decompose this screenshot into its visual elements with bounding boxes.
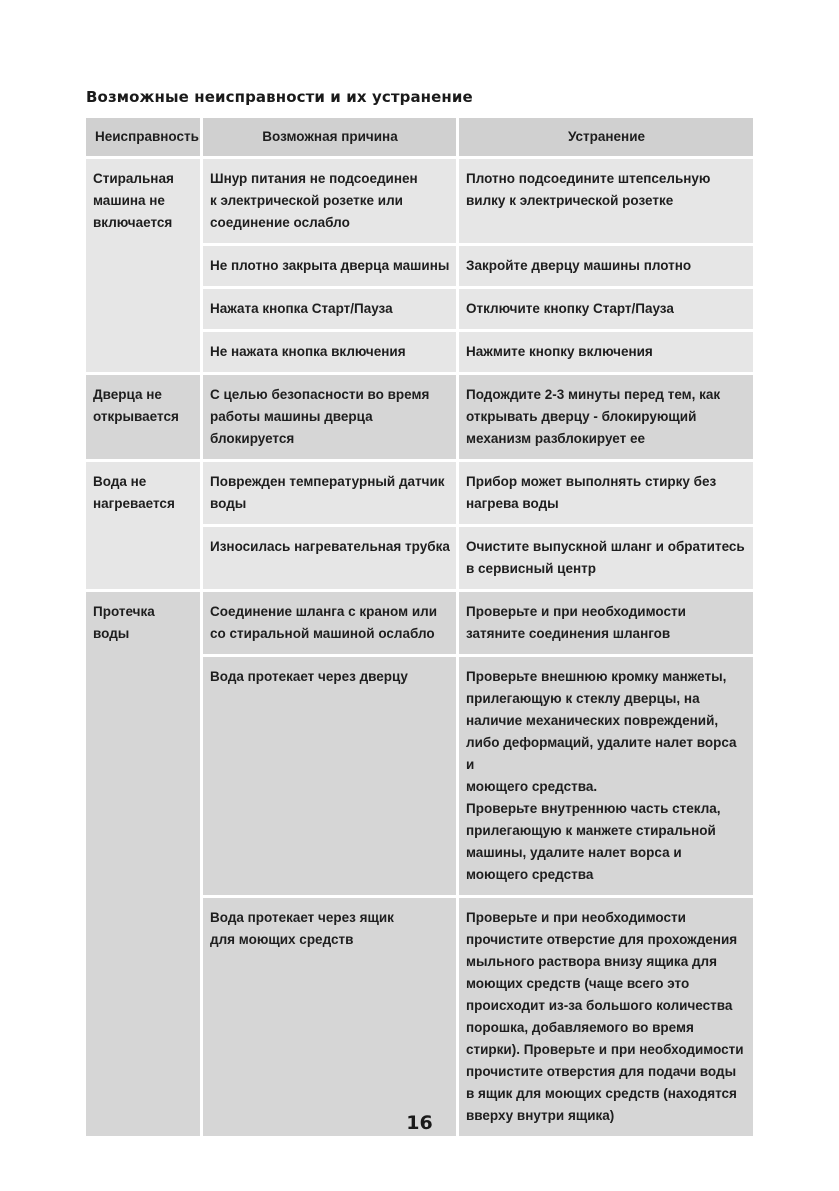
fix-text: прилегающую к манжете стиральной <box>466 823 716 838</box>
fix-text: Проверьте и при необходимости <box>466 604 686 619</box>
fault-text: Протечка воды <box>93 604 155 641</box>
fix-text: механизм разблокирует ее <box>466 431 646 446</box>
fault-cell <box>86 592 200 1136</box>
fix-cell <box>459 898 753 1136</box>
fix-cell <box>459 462 753 524</box>
fix-text: Прибор может выполнять стирку без <box>466 474 717 489</box>
fix-cell <box>459 375 753 459</box>
fix-text: моющих средств (чаще всего это <box>466 976 690 991</box>
fix-text: машины, удалите налет ворса и <box>466 845 682 860</box>
cause-cell <box>203 898 456 1136</box>
fix-cell <box>459 592 753 654</box>
cause-text: работы машины дверца <box>210 409 373 424</box>
fix-text: либо деформаций, удалите налет ворса и <box>466 735 737 772</box>
cause-text: для моющих средств <box>210 932 354 947</box>
fault-text: машина не <box>93 193 165 208</box>
fix-text: моющего средства <box>466 867 594 882</box>
cause-text: соединение ослабло <box>210 215 350 230</box>
fix-cell <box>459 159 753 243</box>
fix-text: Нажмите кнопку включения <box>466 344 653 359</box>
cause-text: Износилась нагревательная трубка <box>210 539 450 554</box>
fix-text: прилегающую к стеклу дверцы, на <box>466 691 700 706</box>
fix-text: Очистите выпускной шланг и обратитесь <box>466 539 745 554</box>
fix-text: Проверьте внутреннюю часть стекла, <box>466 801 721 816</box>
fix-cell <box>459 246 753 286</box>
fix-text: затяните соединения шлангов <box>466 626 671 641</box>
fix-cell <box>459 657 753 895</box>
cause-text: Не нажата кнопка включения <box>210 344 406 359</box>
troubleshooting-table <box>83 115 756 1139</box>
fix-text: в сервисный центр <box>466 561 596 576</box>
cause-text: к электрической розетке или <box>210 193 403 208</box>
fix-text: происходит из-за большого количества <box>466 998 733 1013</box>
fix-text: открывать дверцу - блокирующий <box>466 409 697 424</box>
header-fault: Неисправность <box>86 118 200 156</box>
fault-cell <box>86 159 200 372</box>
fault-text: Вода не <box>93 474 147 489</box>
fix-text: Отключите кнопку Старт/Пауза <box>466 301 674 316</box>
cause-text: воды <box>210 496 247 511</box>
cause-cell <box>203 246 456 286</box>
fix-text: Проверьте и при необходимости <box>466 910 686 925</box>
section-title: Возможные неисправности и их устранение <box>86 88 473 106</box>
cause-text: Вода протекает через ящик <box>210 910 394 925</box>
fix-cell <box>459 527 753 589</box>
cause-text: блокируется <box>210 431 295 446</box>
fix-text: вилку к электрической розетке <box>466 193 674 208</box>
fault-text: Стиральная <box>93 171 174 186</box>
fix-text: Подождите 2-3 минуты перед тем, как <box>466 387 721 402</box>
cause-cell <box>203 332 456 372</box>
fix-text: моющего средства. <box>466 779 598 794</box>
cause-cell <box>203 592 456 654</box>
cause-text: со стиральной машиной ослабло <box>210 626 435 641</box>
table-row <box>86 375 753 459</box>
cause-cell <box>203 159 456 243</box>
fix-cell <box>459 332 753 372</box>
fix-cell <box>459 289 753 329</box>
fix-text: наличие механических повреждений, <box>466 713 719 728</box>
table-header-row <box>86 118 753 156</box>
table-row <box>86 592 753 654</box>
fault-text: нагревается <box>93 496 175 511</box>
cause-text: С целью безопасности во время <box>210 387 430 402</box>
cause-text: Вода протекает через дверцу <box>210 669 408 684</box>
fix-text: Проверьте внешнюю кромку манжеты, <box>466 669 727 684</box>
page-number: 16 <box>406 1112 433 1134</box>
header-fix: Устранение <box>459 118 753 156</box>
cause-text: Соединение шланга с краном или <box>210 604 438 619</box>
cause-cell <box>203 375 456 459</box>
cause-text: Нажата кнопка Старт/Пауза <box>210 301 393 316</box>
fault-text: включается <box>93 215 173 230</box>
table-row <box>86 159 753 243</box>
fault-cell <box>86 462 200 589</box>
fix-text: прочистите отверстия для подачи воды <box>466 1064 737 1079</box>
fault-text: Дверца не <box>93 387 162 402</box>
cause-cell <box>203 527 456 589</box>
fault-text: открывается <box>93 409 179 424</box>
fix-text: порошка, добавляемого во время <box>466 1020 694 1035</box>
cause-text: Поврежден температурный датчик <box>210 474 445 489</box>
cause-cell <box>203 462 456 524</box>
fix-text: Закройте дверцу машины плотно <box>466 258 692 273</box>
fault-cell <box>86 375 200 459</box>
fix-text: стирки). Проверьте и при необходимости <box>466 1042 744 1057</box>
fix-text: Плотно подсоедините штепсельную <box>466 171 711 186</box>
fix-text: мыльного раствора внизу ящика для <box>466 954 717 969</box>
cause-cell <box>203 289 456 329</box>
table-row <box>86 462 753 524</box>
cause-text: Не плотно закрыта дверца машины <box>210 258 450 273</box>
cause-text: Шнур питания не подсоединен <box>210 171 418 186</box>
fix-text: вверху внутри ящика) <box>466 1108 615 1123</box>
fix-text: нагрева воды <box>466 496 559 511</box>
fix-text: в ящик для моющих средств (находятся <box>466 1086 737 1101</box>
header-cause: Возможная причина <box>203 118 456 156</box>
cause-cell <box>203 657 456 895</box>
fix-text: прочистите отверстие для прохождения <box>466 932 738 947</box>
